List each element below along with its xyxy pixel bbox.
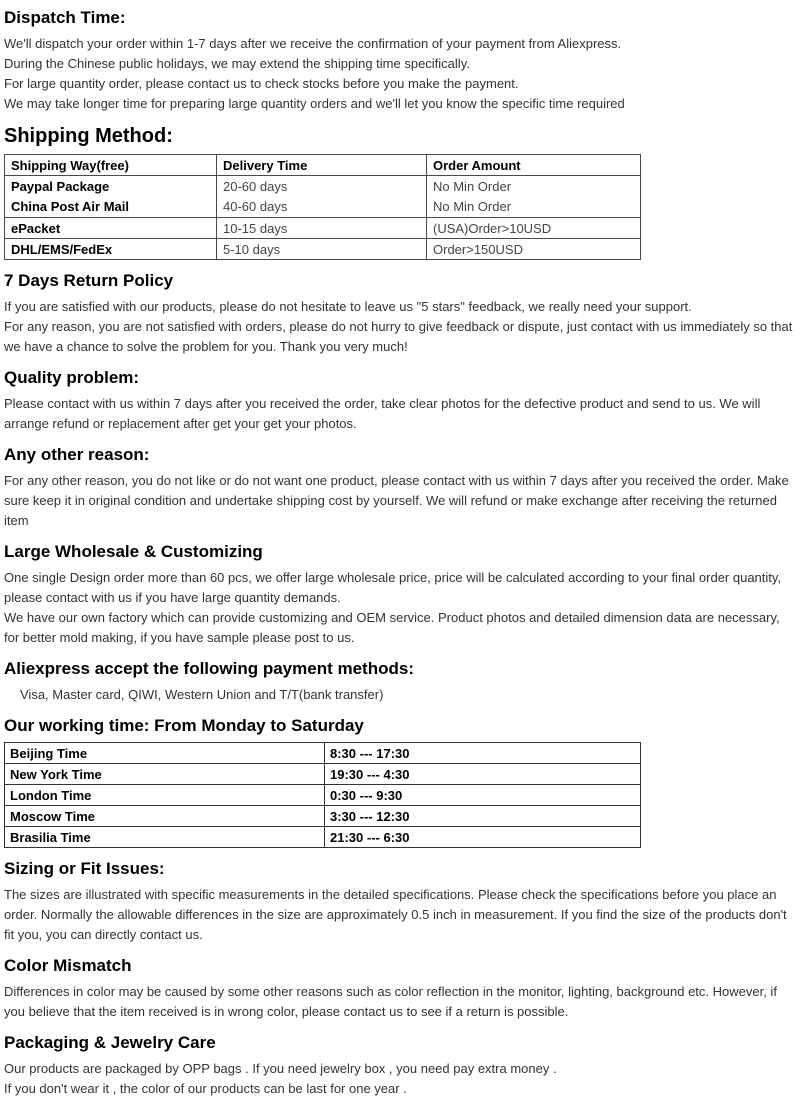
quality-problem-paragraph: Please contact with us within 7 days after you received the order, take clear photos for the defective product and send to us. We will arrange refund or replacement after get your get your photos. [4, 396, 761, 431]
delivery-time-cell: 20-60 days [217, 176, 427, 197]
table-row [5, 827, 641, 848]
dispatch-line: During the Chinese public holidays, we may extend the shipping time specifically. [4, 56, 470, 71]
table-row [5, 197, 641, 218]
color-mismatch-heading: Color Mismatch [4, 956, 132, 975]
shipping-table-header-row [5, 155, 641, 176]
order-amount-cell: No Min Order [427, 197, 641, 218]
time-range-cell: 0:30 --- 9:30 [325, 785, 641, 806]
working-time-table [4, 742, 641, 848]
payment-methods-heading: Aliexpress accept the following payment methods: [4, 659, 414, 678]
time-range-cell: 3:30 --- 12:30 [325, 806, 641, 827]
wholesale-paragraph: One single Design order more than 60 pcs, we offer large wholesale price, price will be calculated according to your final order quantity, please contact with us if you have large quantity demands. [4, 570, 782, 605]
any-other-reason-heading: Any other reason: [4, 445, 150, 464]
sizing-fit-paragraph: The sizes are illustrated with specific measurements in the detailed specifications. Please check the specifications before you place an order. Normally the allowable differences in the size are approximately 0.5 inch in measurement. If you find the size of the products don't fit you, you can directly contact us. [4, 887, 787, 942]
delivery-time-cell: 10-15 days [217, 218, 427, 239]
shipping-method-table [4, 154, 641, 260]
working-time-heading: Our working time: From Monday to Saturday [4, 716, 364, 735]
shipping-way-cell: ePacket [5, 218, 217, 239]
return-policy-paragraph: For any reason, you are not satisfied with orders, please do not hurry to give feedback or dispute, just contact with us immediately so that we have a chance to solve the problem for you. Thank you very much! [4, 319, 793, 354]
table-row [5, 176, 641, 197]
dispatch-line: We may take longer time for preparing large quantity orders and we'll let you know the specific time required [4, 96, 625, 111]
dispatch-line: We'll dispatch your order within 1-7 days after we receive the confirmation of your payment from Aliexpress. [4, 36, 622, 51]
timezone-cell: New York Time [5, 764, 325, 785]
order-amount-cell: Order>150USD [427, 239, 641, 260]
time-range-cell: 19:30 --- 4:30 [325, 764, 641, 785]
col-header-order-amount: Order Amount [427, 155, 641, 176]
order-amount-cell: No Min Order [427, 176, 641, 197]
payment-methods-line: Visa, Master card, QIWI, Western Union and T/T(bank transfer) [20, 687, 384, 702]
col-header-delivery-time: Delivery Time [217, 155, 427, 176]
shipping-way-cell: China Post Air Mail [5, 197, 217, 218]
shipping-method-heading: Shipping Method: [4, 125, 173, 147]
order-amount-cell: (USA)Order>10USD [427, 218, 641, 239]
return-policy-heading: 7 Days Return Policy [4, 271, 174, 290]
wholesale-customizing-heading: Large Wholesale & Customizing [4, 542, 263, 561]
time-range-cell: 8:30 --- 17:30 [325, 743, 641, 764]
time-range-cell: 21:30 --- 6:30 [325, 827, 641, 848]
any-other-reason-paragraph: For any other reason, you do not like or do not want one product, please contact with us within 7 days after you received the order. Make sure keep it in original condition and undertake shipping cost by yourself. We will refund or make exchange after receiving the returned item [4, 473, 789, 528]
packaging-paragraph: If you don't wear it , the color of our products can be last for one year . [4, 1081, 407, 1096]
delivery-time-cell: 40-60 days [217, 197, 427, 218]
packaging-paragraph: Our products are packaged by OPP bags . If you need jewelry box , you need pay extra money . [4, 1061, 557, 1076]
table-row [5, 218, 641, 239]
table-row [5, 743, 641, 764]
quality-problem-heading: Quality problem: [4, 368, 140, 387]
return-policy-paragraph: If you are satisfied with our products, please do not hesitate to leave us "5 stars" feedback, we really need your support. [4, 299, 692, 314]
wholesale-paragraph: We have our own factory which can provide customizing and OEM service. Product photos and detailed dimension data are necessary, for better mold making, if you have sample please post to us. [4, 610, 780, 645]
timezone-cell: Brasilia Time [5, 827, 325, 848]
col-header-shipping-way: Shipping Way(free) [5, 155, 217, 176]
timezone-cell: London Time [5, 785, 325, 806]
table-row [5, 806, 641, 827]
dispatch-line: For large quantity order, please contact us to check stocks before you make the payment. [4, 76, 519, 91]
color-mismatch-paragraph: Differences in color may be caused by some other reasons such as color reflection in the monitor, lighting, background etc. However, if you believe that the item received is in wrong color, please contact us to see if a return is possible. [4, 984, 777, 1019]
table-row [5, 764, 641, 785]
dispatch-time-heading: Dispatch Time: [4, 8, 126, 27]
timezone-cell: Beijing Time [5, 743, 325, 764]
table-row [5, 785, 641, 806]
shipping-way-cell: DHL/EMS/FedEx [5, 239, 217, 260]
sizing-fit-heading: Sizing or Fit Issues: [4, 859, 165, 878]
table-row [5, 239, 641, 260]
packaging-care-heading: Packaging & Jewelry Care [4, 1033, 216, 1052]
timezone-cell: Moscow Time [5, 806, 325, 827]
delivery-time-cell: 5-10 days [217, 239, 427, 260]
shipping-way-cell: Paypal Package [5, 176, 217, 197]
